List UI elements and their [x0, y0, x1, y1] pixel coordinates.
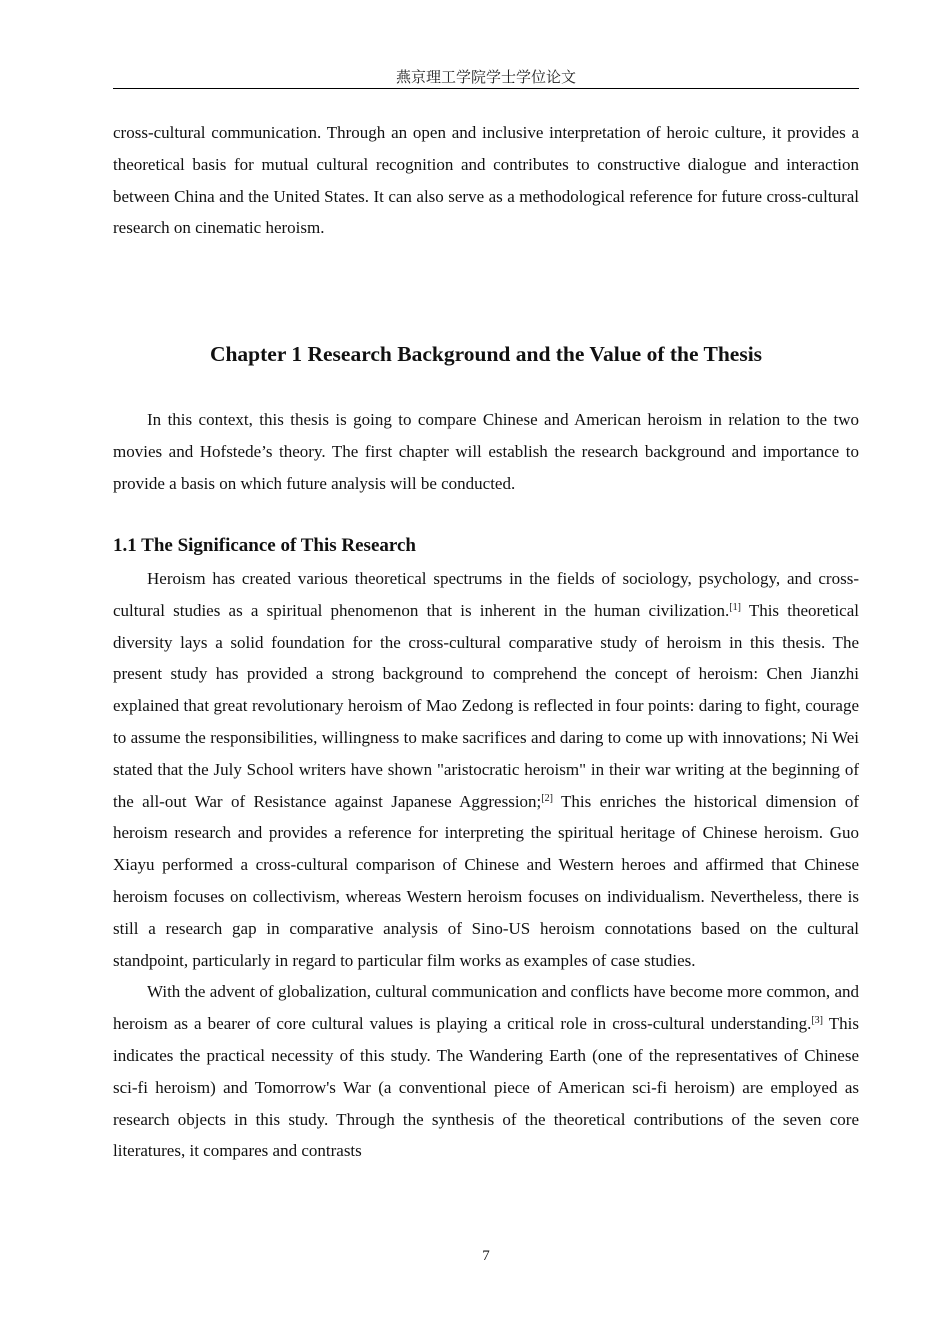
- paragraph-text: Heroism has created various theoretical spectrums in the fields of sociology, psychology, and cross-cultural studies as a spiritual phenomenon that is inherent in the human civilization.: [113, 569, 859, 620]
- section-body: [113, 563, 859, 1167]
- header-rule: [113, 88, 859, 89]
- paragraph-text: This enriches the historical dimension of heroism research and provides a reference for interpreting the spiritual heritage of Chinese heroism. Guo Xiayu performed a cross-cultural comparison of Chinese and Western heroes and affirmed that Chinese heroism focuses on collectivism, whereas Western heroism focuses on individualism. Nevertheless, there is still a research gap in comparative analysis of Sino-US heroism connotations based on the cultural standpoint, particularly in regard to particular film works as examples of case studies.: [113, 791, 859, 970]
- citation-ref: [3]: [811, 1015, 824, 1027]
- paragraph-text: This theoretical diversity lays a solid foundation for the cross-cultural comparative study of heroism in this thesis. The present study has provided a strong background to comprehend the concept of heroism: Chen Jianzhi explained that great revolutionary heroism of Mao Zedong is reflected in four points: daring to fight, courage to assume the responsibilities, willingness to make sacrifices and daring to come up with innovations; Ni Wei stated that the July School writers have shown "aristocratic heroism" in their war writing at the beginning of the all-out War of Resistance against Japanese Aggression;: [113, 600, 859, 811]
- section-paragraph-1: [113, 563, 859, 976]
- page-number: 7: [482, 1248, 490, 1264]
- paragraph-text: This indicates the practical necessity of this study. The Wandering Earth (one of the representatives of Chinese sci-fi heroism) and Tomorrow's War (a conventional piece of American sci-fi heroism) are employed as research objects in this study. Through the synthesis of the theoretical contributions of the seven core literatures, it compares and contrasts: [113, 1014, 859, 1161]
- paragraph-text: With the advent of globalization, cultural communication and conflicts have become more common, and heroism as a bearer of core cultural values is playing a critical role in cross-cultural understanding.: [113, 982, 859, 1034]
- chapter-intro-block: [113, 404, 859, 499]
- running-header: 燕京理工学院学士学位论文: [395, 70, 576, 86]
- chapter-intro-paragraph: In this context, this thesis is going to compare Chinese and American heroism in relation to the two movies and Hofstede’s theory. The first chapter will establish the research background and importance to provide a basis on which future analysis will be conducted.: [113, 410, 859, 493]
- citation-ref: [2]: [541, 792, 553, 804]
- chapter-title: Chapter 1 Research Background and the Value of the Thesis: [209, 342, 763, 366]
- section-title: 1.1 The Significance of This Research: [113, 535, 416, 556]
- section-paragraph-2: [113, 976, 859, 1167]
- citation-ref: [1]: [729, 601, 741, 613]
- lead-paragraph: cross-cultural communication. Through an open and inclusive interpretation of heroic culture, it provides a theoretical basis for mutual cultural recognition and contributes to constructive dialogue and interaction between China and the United States. It can also serve as a methodological reference for future cross-cultural research on cinematic heroism.: [113, 123, 859, 238]
- lead-paragraph-block: [113, 117, 859, 244]
